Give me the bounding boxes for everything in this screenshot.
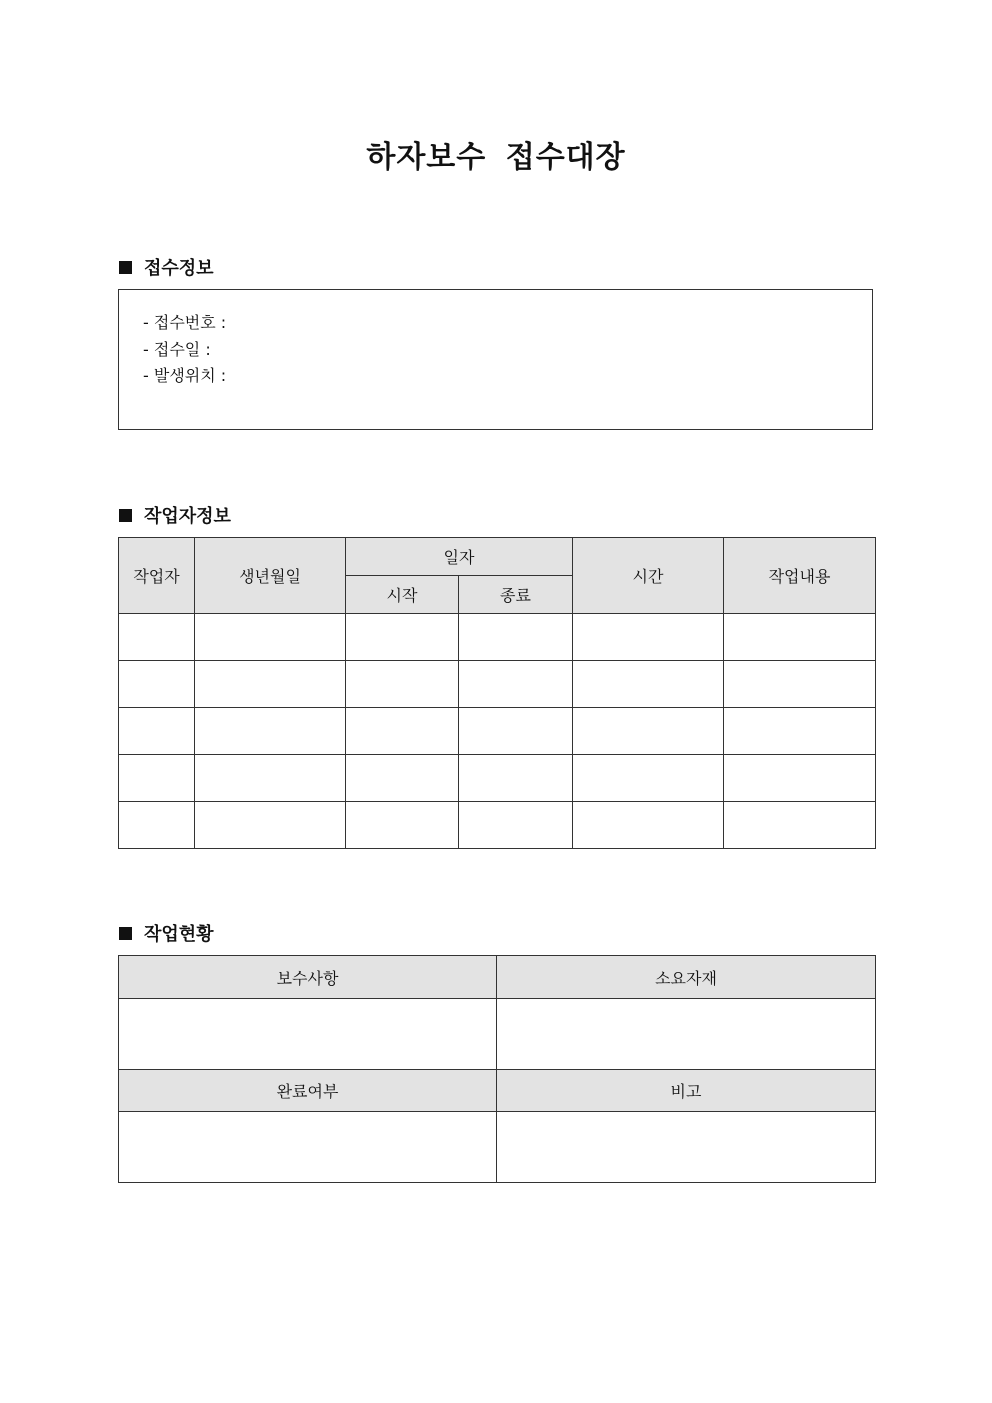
time-cell[interactable]: [573, 614, 724, 661]
worker-cell[interactable]: [119, 708, 195, 755]
materials-header: 소요자재: [497, 956, 876, 999]
table-row: [119, 755, 876, 802]
end-cell[interactable]: [459, 614, 573, 661]
reception-number-line: - 접수번호 :: [143, 313, 227, 332]
status-heading: [119, 920, 214, 946]
end-cell[interactable]: [459, 708, 573, 755]
status-heading-label: 작업현황: [144, 924, 214, 945]
reception-heading: [119, 254, 214, 280]
remarks-cell[interactable]: [497, 1112, 876, 1183]
work-content-cell[interactable]: [724, 708, 876, 755]
time-cell[interactable]: [573, 708, 724, 755]
work-content-cell[interactable]: [724, 661, 876, 708]
birth-date-cell[interactable]: [195, 708, 346, 755]
date-header: 일자: [346, 538, 573, 576]
table-row: [119, 614, 876, 661]
time-cell[interactable]: [573, 661, 724, 708]
materials-cell[interactable]: [497, 999, 876, 1070]
worker-cell[interactable]: [119, 755, 195, 802]
reception-info-lines: [143, 310, 226, 390]
completion-header: 완료여부: [119, 1070, 497, 1112]
work-content-cell[interactable]: [724, 614, 876, 661]
birth-date-cell[interactable]: [195, 802, 346, 849]
worker-header: 작업자: [119, 538, 195, 614]
worker-cell[interactable]: [119, 802, 195, 849]
time-header: 시간: [573, 538, 724, 614]
status-table: [118, 955, 876, 1183]
completion-cell[interactable]: [119, 1112, 497, 1183]
start-cell[interactable]: [346, 661, 459, 708]
start-cell[interactable]: [346, 802, 459, 849]
worker-cell[interactable]: [119, 661, 195, 708]
square-bullet-icon: [119, 261, 132, 274]
end-cell[interactable]: [459, 661, 573, 708]
birth-date-cell[interactable]: [195, 755, 346, 802]
birth-date-cell[interactable]: [195, 661, 346, 708]
workers-heading-label: 작업자정보: [144, 506, 231, 527]
work-content-cell[interactable]: [724, 802, 876, 849]
time-cell[interactable]: [573, 755, 724, 802]
occurrence-location-line: - 발생위치 :: [143, 366, 227, 385]
end-cell[interactable]: [459, 802, 573, 849]
table-row: [119, 661, 876, 708]
start-cell[interactable]: [346, 755, 459, 802]
start-cell[interactable]: [346, 708, 459, 755]
workers-table: [118, 537, 876, 849]
end-header: 종료: [459, 576, 573, 614]
square-bullet-icon: [119, 927, 132, 940]
document-title: 하자보수 접수대장: [366, 140, 626, 175]
square-bullet-icon: [119, 509, 132, 522]
start-cell[interactable]: [346, 614, 459, 661]
time-cell[interactable]: [573, 802, 724, 849]
table-row: [119, 802, 876, 849]
workers-heading: [119, 502, 231, 528]
reception-date-line: - 접수일 :: [143, 339, 211, 359]
work-content-cell[interactable]: [724, 755, 876, 802]
reception-heading-label: 접수정보: [144, 258, 214, 279]
work-content-header: 작업내용: [724, 538, 876, 614]
reception-info-box: [118, 289, 873, 430]
remarks-header: 비고: [497, 1070, 876, 1112]
birth-date-cell[interactable]: [195, 614, 346, 661]
start-header: 시작: [346, 576, 459, 614]
repair-items-header: 보수사항: [119, 956, 497, 999]
table-row: [119, 708, 876, 755]
worker-cell[interactable]: [119, 614, 195, 661]
repair-items-cell[interactable]: [119, 999, 497, 1070]
end-cell[interactable]: [459, 755, 573, 802]
birth-date-header: 생년월일: [195, 538, 346, 614]
